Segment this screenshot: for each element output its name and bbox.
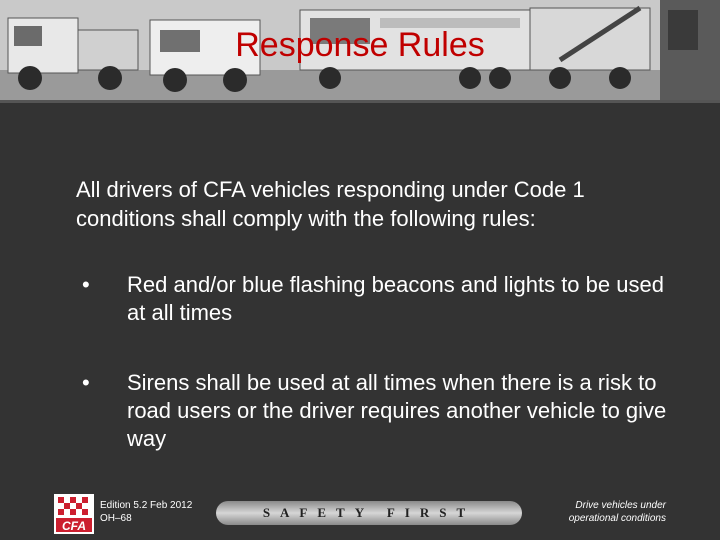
header-banner-photo — [0, 0, 720, 100]
cfa-logo — [54, 494, 94, 534]
edition-label: Edition 5.2 Feb 2012 — [100, 500, 193, 511]
safety-first-banner: SAFETY FIRST — [216, 501, 522, 525]
bullet-marker: • — [82, 272, 90, 297]
cfa-logo-icon — [54, 494, 94, 534]
footer-caption — [526, 499, 666, 525]
bullet-marker: • — [82, 370, 90, 395]
caption-line-1: Drive vehicles under — [575, 500, 666, 511]
slide-title: Response Rules — [235, 26, 485, 64]
caption-line-2: operational conditions — [568, 513, 666, 524]
bullet-text: Sirens shall be used at all times when there is a risk to road users or the driver requires another vehicle to give way — [127, 370, 667, 451]
intro-text: All drivers of CFA vehicles responding under Code 1 conditions shall comply with the following rules: — [76, 177, 585, 231]
bullet-text: Red and/or blue flashing beacons and lights to be used at all times — [127, 272, 664, 325]
svg-text:CFA: CFA — [62, 519, 86, 533]
document-code: OH–68 — [100, 513, 132, 524]
edition-info — [100, 499, 192, 525]
header-divider — [0, 100, 720, 103]
